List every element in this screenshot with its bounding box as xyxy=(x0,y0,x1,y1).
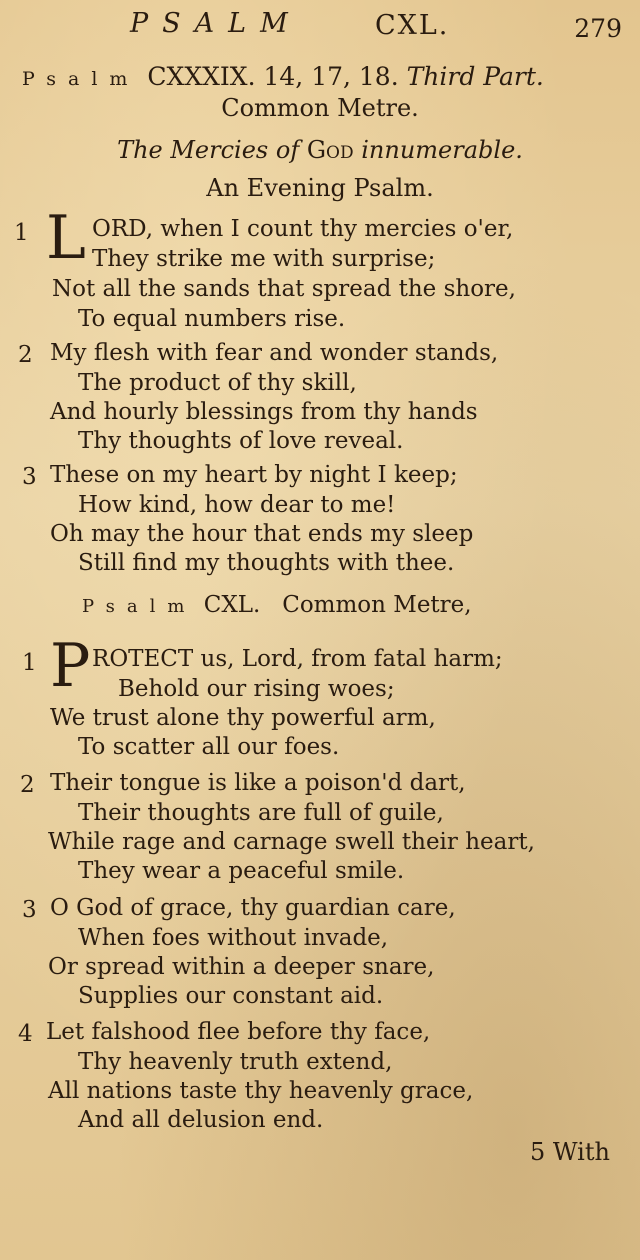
verse-line: While rage and carnage swell their heart, xyxy=(48,829,535,855)
stanza-number: 4 xyxy=(18,1021,33,1047)
verse-line: Let falshood flee before thy face, xyxy=(46,1019,431,1045)
verse-line: And all delusion end. xyxy=(78,1107,324,1133)
metre-label: Common Metre. xyxy=(221,94,419,122)
verse-line: Behold our rising woes; xyxy=(118,676,395,702)
verse-line: Thy heavenly truth extend, xyxy=(78,1049,393,1075)
verse-line: How kind, how dear to me! xyxy=(78,492,396,518)
page-number: 279 xyxy=(574,14,622,43)
verse-line: O God of grace, thy guardian care, xyxy=(50,895,456,921)
verse-line: When foes without invade, xyxy=(78,925,389,951)
heading-word: Psalm xyxy=(82,596,197,617)
heading-part: Third Part. xyxy=(406,62,544,91)
verse-line: Thy thoughts of love reveal. xyxy=(78,428,404,454)
stanza-number: 1 xyxy=(14,220,29,246)
verse-line: And hourly blessings from thy hands xyxy=(50,399,478,425)
running-head-title: PSALM xyxy=(130,8,302,39)
drop-cap: P xyxy=(50,631,91,701)
verse-line: They wear a peaceful smile. xyxy=(78,858,405,884)
verse-line: To scatter all our foes. xyxy=(78,734,340,760)
subject-god: God xyxy=(306,136,354,164)
heading-ref: CXL. xyxy=(203,592,261,618)
verse-line: Supplies our constant aid. xyxy=(78,983,384,1009)
stanza-number: 1 xyxy=(22,650,37,676)
verse-line: We trust alone thy powerful arm, xyxy=(50,705,436,731)
verse-line: Not all the sands that spread the shore, xyxy=(52,276,516,302)
stanza-number: 2 xyxy=(18,342,33,368)
stanza-number: 2 xyxy=(20,772,35,798)
occasion-label: An Evening Psalm. xyxy=(206,174,434,202)
verse-line: My flesh with fear and wonder stands, xyxy=(50,340,499,366)
heading-word: Psalm xyxy=(22,68,140,90)
psalm-140-heading xyxy=(82,592,472,618)
subject-pre: The Mercies of xyxy=(117,136,300,164)
catchword: 5 With xyxy=(530,1138,610,1166)
drop-cap: L xyxy=(46,203,86,273)
verse-line: These on my heart by night I keep; xyxy=(50,462,458,488)
running-head-number: CXL. xyxy=(375,10,450,41)
verse-line: All nations taste thy heavenly grace, xyxy=(48,1078,474,1104)
verse-line: They strike me with surprise; xyxy=(92,246,436,272)
verse-line: The product of thy skill, xyxy=(78,370,357,396)
verse-line: Or spread within a deeper snare, xyxy=(48,954,435,980)
psalm-139-heading xyxy=(22,62,544,91)
verse-line: Their thoughts are full of guile, xyxy=(78,800,444,826)
verse-line: Oh may the hour that ends my sleep xyxy=(50,521,474,547)
verse-line: ORD, when I count thy mercies o'er, xyxy=(92,216,514,242)
stanza-number: 3 xyxy=(22,897,37,923)
metre-label: Common Metre, xyxy=(282,592,472,618)
subject-post: innumerable. xyxy=(361,136,523,164)
verse-line: ROTECT us, Lord, from fatal harm; xyxy=(92,646,503,672)
verse-line: To equal numbers rise. xyxy=(78,306,346,332)
verse-line: Still find my thoughts with thee. xyxy=(78,550,455,576)
psalm-subject xyxy=(0,136,640,164)
heading-ref: CXXXIX. 14, 17, 18. xyxy=(147,62,399,91)
stanza-number: 3 xyxy=(22,464,37,490)
verse-line: Their tongue is like a poison'd dart, xyxy=(50,770,466,796)
